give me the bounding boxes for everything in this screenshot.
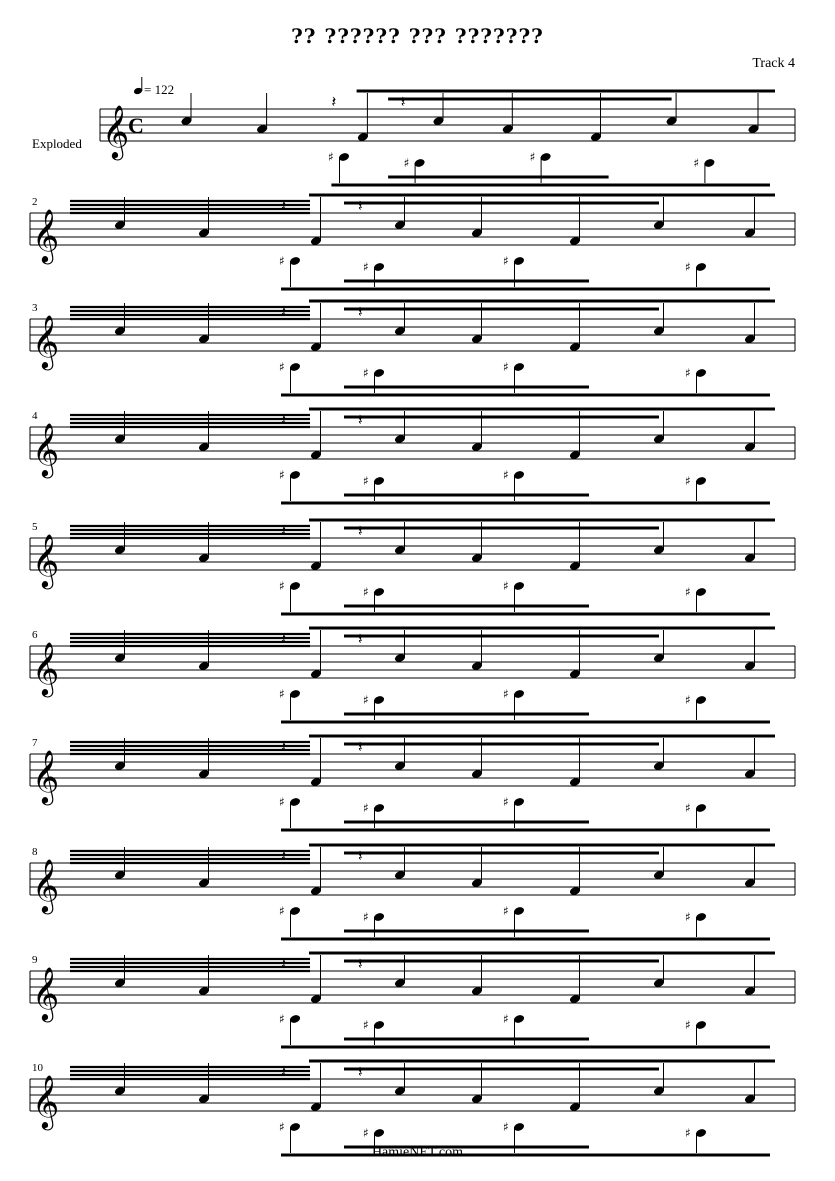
quarter-rest: 𝄽 [358,629,363,648]
treble-clef: 𝄞 [32,749,60,803]
quarter-rest: 𝄽 [358,196,363,215]
quarter-rest: 𝄽 [358,954,363,973]
treble-clef: 𝄞 [32,422,60,476]
quarter-rest: 𝄽 [281,302,286,321]
sharp-accidental: ♯ [503,687,509,701]
sharp-accidental: ♯ [363,1018,369,1032]
measure-number: 9 [32,954,38,966]
sharp-accidental: ♯ [503,579,509,593]
quarter-rest: 𝄽 [281,410,286,429]
quarter-rest: 𝄽 [358,410,363,429]
sharp-accidental: ♯ [363,1126,369,1140]
sharp-accidental: ♯ [685,474,691,488]
sharp-accidental: ♯ [363,801,369,815]
measure-number: 7 [32,737,38,749]
sharp-accidental: ♯ [279,1012,285,1026]
sharp-accidental: ♯ [363,910,369,924]
sharp-accidental: ♯ [685,1126,691,1140]
quarter-rest: 𝄽 [281,737,286,756]
score-title: ?? ?????? ??? ??????? [291,24,544,48]
treble-clef: 𝄞 [102,104,130,158]
treble-clef: 𝄞 [32,966,60,1020]
sharp-accidental: ♯ [503,904,509,918]
measure-number: 10 [32,1062,43,1074]
quarter-rest: 𝄽 [358,1062,363,1081]
sharp-accidental: ♯ [503,360,509,374]
sharp-accidental: ♯ [363,366,369,380]
treble-clef: 𝄞 [32,1074,60,1128]
sharp-accidental: ♯ [693,156,700,170]
measure-number: 6 [32,629,38,641]
sharp-accidental: ♯ [363,260,369,274]
treble-clef: 𝄞 [32,208,60,262]
quarter-rest: 𝄽 [281,1062,286,1081]
sharp-accidental: ♯ [685,260,691,274]
quarter-rest: 𝄽 [281,846,286,865]
quarter-rest: 𝄽 [358,737,363,756]
sharp-accidental: ♯ [279,904,285,918]
sharp-accidental: ♯ [685,1018,691,1032]
sharp-accidental: ♯ [279,360,285,374]
sharp-accidental: ♯ [403,156,410,170]
sharp-accidental: ♯ [363,474,369,488]
instrument-name: Exploded [32,136,82,151]
sharp-accidental: ♯ [503,254,509,268]
sharp-accidental: ♯ [529,150,536,164]
quarter-rest: 𝄽 [358,846,363,865]
quarter-rest: 𝄽 [331,92,337,111]
measure-number: 5 [32,521,38,533]
quarter-rest: 𝄽 [281,196,286,215]
sharp-accidental: ♯ [685,585,691,599]
measure-number: 3 [32,302,38,314]
sharp-accidental: ♯ [328,150,334,164]
sharp-accidental: ♯ [279,795,285,809]
sharp-accidental: ♯ [685,366,691,380]
treble-clef: 𝄞 [32,533,60,587]
sharp-accidental: ♯ [503,795,509,809]
sharp-accidental: ♯ [503,468,509,482]
quarter-rest: 𝄽 [400,92,406,111]
measure-number: 8 [32,846,38,858]
quarter-rest: 𝄽 [281,954,286,973]
treble-clef: 𝄞 [32,314,60,368]
sharp-accidental: ♯ [279,1120,285,1134]
sharp-accidental: ♯ [685,801,691,815]
quarter-rest: 𝄽 [281,629,286,648]
sharp-accidental: ♯ [503,1120,509,1134]
footer-credit: HamieNET.com [371,1145,464,1160]
quarter-rest: 𝄽 [281,521,286,540]
quarter-rest: 𝄽 [358,302,363,321]
sharp-accidental: ♯ [363,693,369,707]
sharp-accidental: ♯ [279,579,285,593]
quarter-rest: 𝄽 [358,521,363,540]
measure-number: 2 [32,196,38,208]
sharp-accidental: ♯ [279,687,285,701]
measure-number: 4 [32,410,38,422]
track-label: Track 4 [752,56,795,71]
sharp-accidental: ♯ [279,468,285,482]
treble-clef: 𝄞 [32,641,60,695]
tempo-marking: = 122 [144,82,175,97]
sharp-accidental: ♯ [363,585,369,599]
sharp-accidental: ♯ [685,693,691,707]
sharp-accidental: ♯ [685,910,691,924]
sharp-accidental: ♯ [279,254,285,268]
treble-clef: 𝄞 [32,858,60,912]
time-signature: C [128,113,144,138]
sharp-accidental: ♯ [503,1012,509,1026]
